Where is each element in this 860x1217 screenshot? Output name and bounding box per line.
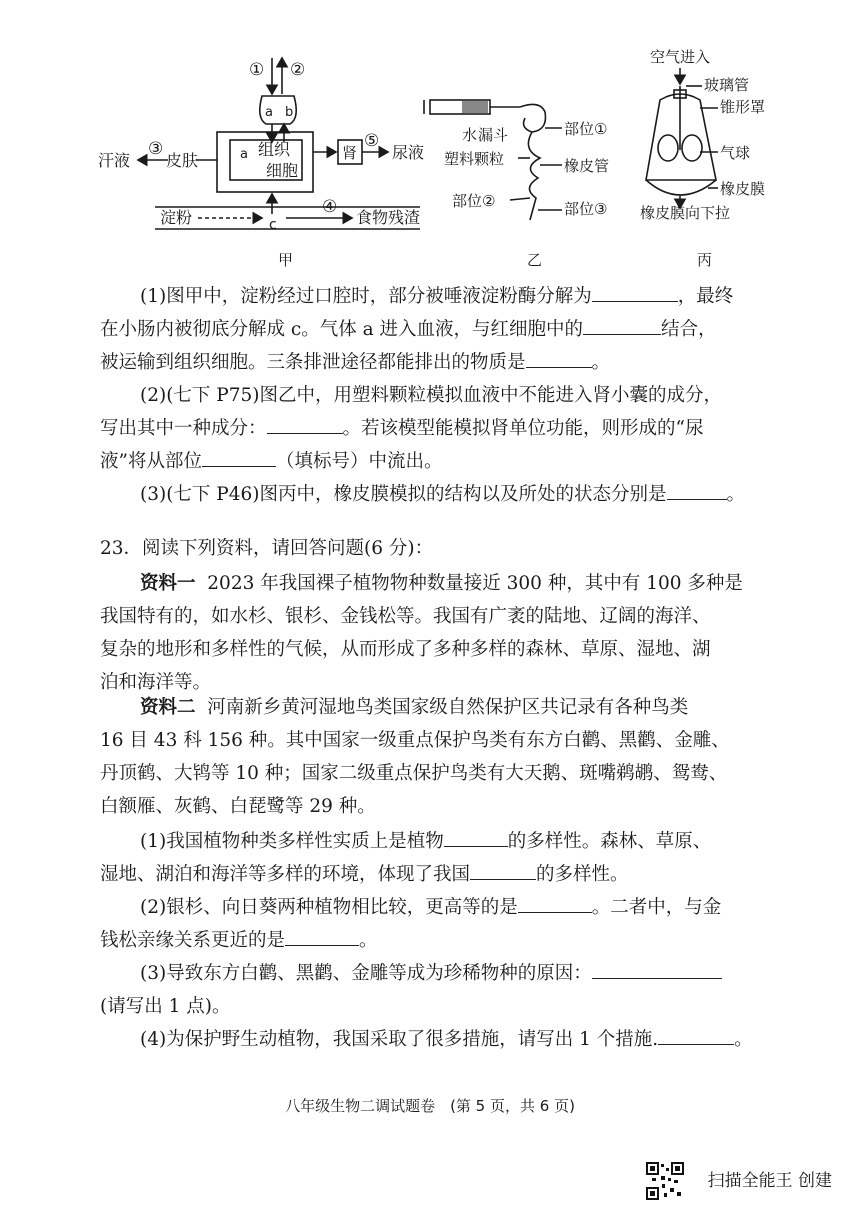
skin-label: 皮肤 — [166, 151, 199, 170]
q23-3-line2: (请写出 1 点)。 — [100, 996, 231, 1017]
funnel-label: 漏斗 — [478, 126, 509, 144]
q22-1-line1: (1)图甲中，淀粉经过口腔时，部分被唾液淀粉酶分解为 ，最终 — [140, 286, 734, 307]
caption-bing: 丙 — [697, 251, 713, 269]
beads-label: 塑料颗粒 — [444, 150, 505, 168]
site2-label: 部位② — [452, 192, 496, 210]
rubber-label: 橡皮膜 — [720, 180, 766, 198]
balloon-label: 气球 — [720, 144, 751, 162]
figure-yi — [424, 100, 609, 269]
kidney-label: 肾 — [342, 144, 358, 162]
page-footer: 八年级生物二调试题卷 (第 5 页，共 6 页) — [285, 1097, 575, 1115]
answer-blank[interactable] — [267, 417, 343, 434]
starch-label: 淀粉 — [160, 208, 193, 227]
answer-blank[interactable] — [592, 285, 678, 302]
q23-3-line1: (3)导致东方白鹳、黑鹳、金雕等成为珍稀物种的原因： — [140, 962, 840, 986]
answer-blank[interactable] — [592, 962, 722, 979]
svg-text:水: 水 — [462, 126, 478, 144]
answer-blank[interactable] — [470, 863, 536, 880]
sweat-label: 汗液 — [98, 151, 131, 170]
figure-jia — [98, 58, 424, 269]
answer-blank[interactable] — [444, 830, 508, 847]
svg-text:细胞: 细胞 — [266, 161, 299, 180]
material1-line2: 我国特有的，如水杉、银杉、金钱松等。我国有广袤的陆地、辽阔的海洋、 — [100, 606, 711, 627]
site1-label: 部位① — [564, 120, 608, 138]
q22-1-line3: 被运输到组织细胞。三条排泄途径都能排出的物质是 。 — [100, 352, 611, 373]
residue-label: 食物残渣 — [356, 208, 421, 227]
urine-label: 尿液 — [392, 143, 425, 162]
material2-line1: 资料二 河南新乡黄河湿地鸟类国家级自然保护区共记录有各种鸟类 — [140, 697, 689, 718]
answer-blank[interactable] — [202, 450, 276, 467]
q22-3-line1: (3)(七下 P46)图丙中，橡皮膜模拟的结构以及所处的状态分别是 。 — [140, 484, 746, 505]
tissue-label: 组织 — [258, 140, 291, 159]
figure-bing — [640, 48, 765, 269]
scanner-brand: 扫描全能王 创建 — [707, 1171, 832, 1191]
qr-code-icon — [646, 1162, 684, 1200]
q23-2-line1: (2)银杉、向日葵两种植物相比较，更高等的是 。二者中，与金 — [140, 897, 722, 918]
material1-label: 资料一 — [140, 573, 196, 594]
label-b: b — [285, 105, 294, 120]
q23-1-line1: (1)我国植物种类多样性实质上是植物 的多样性。森林、草原、 — [140, 831, 712, 852]
pull-label: 橡皮膜向下拉 — [640, 204, 731, 222]
glass-label: 玻璃管 — [704, 76, 750, 94]
answer-blank[interactable] — [518, 896, 592, 913]
material2-line4: 白额雁、灰鹤、白琵鹭等 29 种。 — [100, 796, 376, 817]
svg-text:⑤: ⑤ — [364, 131, 380, 151]
q22-2-line3: 液”将从部位 （填标号）中流出。 — [100, 451, 443, 472]
figures-panel — [0, 0, 860, 280]
label-1: ① — [249, 60, 265, 80]
svg-text:④: ④ — [322, 197, 338, 217]
answer-blank[interactable] — [583, 318, 661, 335]
material1-line4: 泊和海洋等。 — [100, 672, 212, 693]
svg-text:c: c — [269, 217, 277, 233]
q23-heading: 23．阅读下列资料，请回答问题(6 分)： — [100, 538, 434, 559]
label-2: ② — [290, 60, 306, 80]
caption-jia: 甲 — [278, 251, 294, 269]
material2-line3: 丹顶鹤、大鸨等 10 种；国家二级重点保护鸟类有大天鹅、斑嘴鹈鹕、鸳鸯、 — [100, 763, 728, 784]
answer-blank[interactable] — [658, 1028, 734, 1045]
tube-label: 橡皮管 — [564, 157, 610, 175]
material2-label: 资料二 — [140, 697, 196, 718]
q23-4-line1: (4)为保护野生动植物，我国采取了很多措施，请写出 1 个措施. 。 — [140, 1029, 753, 1050]
answer-blank[interactable] — [667, 483, 727, 500]
q23-2-line2: 钱松亲缘关系更近的是 。 — [100, 930, 378, 951]
material1-line3: 复杂的地形和多样性的气候，从而形成了多种多样的森林、草原、湿地、湖 — [100, 639, 711, 660]
air-label: 空气进入 — [650, 48, 711, 66]
material2-line2: 16 目 43 科 156 种。其中国家一级重点保护鸟类有东方白鹳、黑鹳、金雕、 — [100, 730, 730, 751]
site3-label: 部位③ — [564, 200, 608, 218]
bell-label: 锥形罩 — [720, 98, 766, 116]
label-a: a — [265, 105, 273, 120]
answer-blank[interactable] — [526, 351, 592, 368]
q22-2-line1: (2)(七下 P75)图乙中，用塑料颗粒模拟血液中不能进入肾小囊的成分， — [140, 385, 723, 406]
svg-text:a: a — [240, 147, 248, 162]
q23-1-line2: 湿地、湖泊和海洋等多样的环境，体现了我国 的多样性。 — [100, 864, 629, 885]
svg-text:③: ③ — [148, 139, 164, 159]
caption-yi: 乙 — [527, 251, 543, 269]
answer-blank[interactable] — [285, 929, 359, 946]
q22-1-line2: 在小肠内被彻底分解成 c。气体 a 进入血液，与红细胞中的 结合， — [100, 319, 717, 340]
material1-line1: 资料一 2023 年我国裸子植物物种数量接近 300 种，其中有 100 多种是 — [140, 573, 743, 594]
q22-2-line2: 写出其中一种成分： 。若该模型能模拟肾单位功能，则形成的“尿 — [100, 418, 704, 439]
